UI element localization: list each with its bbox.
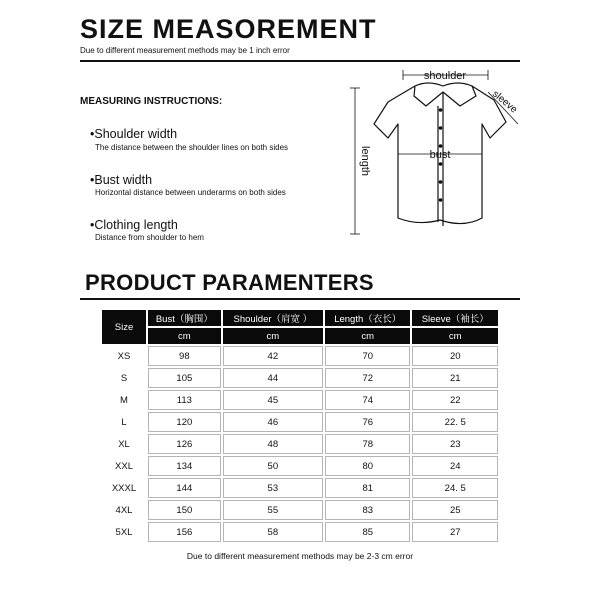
length-label: length <box>359 146 371 176</box>
shirt-diagram <box>348 66 528 246</box>
table-row <box>102 456 498 476</box>
table-row <box>102 478 498 498</box>
size-cell: XL <box>118 438 130 450</box>
table-header-row <box>102 310 498 326</box>
size-cell: XS <box>117 350 131 362</box>
table-row <box>102 390 498 410</box>
page-title: SIZE MEASOREMENT <box>80 14 377 44</box>
size-cell: 4XL <box>115 504 133 516</box>
table-cell: 78 <box>325 434 411 454</box>
size-cell: 5XL <box>115 526 133 538</box>
table-row <box>102 346 498 366</box>
divider <box>80 298 520 300</box>
table-cell: 24. 5 <box>412 478 498 498</box>
table-cell: 113 <box>148 390 221 410</box>
size-table <box>100 308 500 544</box>
size-cell: M <box>120 394 128 406</box>
table-cell: 76 <box>325 412 411 432</box>
table-cell: 44 <box>223 368 323 388</box>
table-cell: 53 <box>223 478 323 498</box>
table-cell: 55 <box>223 500 323 520</box>
unit-cell: cm <box>223 328 323 344</box>
size-header: Size <box>102 310 146 344</box>
size-cell: XXL <box>115 460 133 472</box>
table-cell: 80 <box>325 456 411 476</box>
table-cell: 21 <box>412 368 498 388</box>
table-cell: 23 <box>412 434 498 454</box>
unit-cell: cm <box>325 328 411 344</box>
shoulder-label: shoulder <box>423 70 467 82</box>
table-cell: 120 <box>148 412 221 432</box>
table-cell: 134 <box>148 456 221 476</box>
column-header-length: Length（衣长） <box>325 310 411 326</box>
table-row <box>102 434 498 454</box>
table-cell: 156 <box>148 522 221 542</box>
table-cell: 126 <box>148 434 221 454</box>
instruction-desc-shoulder: The distance between the shoulder lines on both sides <box>95 143 289 152</box>
table-cell: 81 <box>325 478 411 498</box>
unit-cell: cm <box>412 328 498 344</box>
product-parameters-title: PRODUCT PARAMENTERS <box>85 270 374 295</box>
instruction-title-bust: •Bust width <box>90 173 153 187</box>
column-header-sleeve: Sleeve（袖长） <box>412 310 498 326</box>
table-cell: 85 <box>325 522 411 542</box>
column-header-bust: Bust（胸围） <box>148 310 221 326</box>
table-cell: 20 <box>412 346 498 366</box>
table-cell: 150 <box>148 500 221 520</box>
table-row <box>102 500 498 520</box>
table-row <box>102 522 498 542</box>
table-cell: 46 <box>223 412 323 432</box>
instruction-desc-bust: Horizontal distance between underarms on both sides <box>95 188 286 197</box>
sleeve-label: sleeve <box>489 88 520 116</box>
table-row <box>102 368 498 388</box>
measurement-error-note: Due to different measurement methods may be 2-3 cm error <box>186 551 414 561</box>
table-row <box>102 412 498 432</box>
table-unit-row <box>102 328 498 344</box>
size-cell: S <box>120 372 128 384</box>
table-cell: 27 <box>412 522 498 542</box>
table-cell: 24 <box>412 456 498 476</box>
bust-label: bust <box>429 149 451 161</box>
table-cell: 58 <box>223 522 323 542</box>
instruction-desc-length: Distance from shoulder to hem <box>95 233 204 242</box>
table-cell: 22. 5 <box>412 412 498 432</box>
table-cell: 144 <box>148 478 221 498</box>
size-cell: XXXL <box>111 482 137 494</box>
instructions-heading: MEASURING INSTRUCTIONS: <box>80 96 223 107</box>
error-note: Due to different measurement methods may be 1 inch error <box>80 46 290 55</box>
table-cell: 22 <box>412 390 498 410</box>
table-cell: 70 <box>325 346 411 366</box>
table-cell: 50 <box>223 456 323 476</box>
table-cell: 42 <box>223 346 323 366</box>
column-header-shoulder: Shoulder（肩宽 ） <box>223 310 323 326</box>
unit-cell: cm <box>148 328 221 344</box>
table-cell: 48 <box>223 434 323 454</box>
divider <box>80 60 520 62</box>
table-cell: 74 <box>325 390 411 410</box>
table-cell: 25 <box>412 500 498 520</box>
instruction-title-shoulder: •Shoulder width <box>90 127 178 141</box>
instruction-title-length: •Clothing length <box>90 218 178 232</box>
table-cell: 98 <box>148 346 221 366</box>
table-cell: 45 <box>223 390 323 410</box>
size-cell: L <box>121 416 127 428</box>
table-cell: 83 <box>325 500 411 520</box>
table-cell: 72 <box>325 368 411 388</box>
table-cell: 105 <box>148 368 221 388</box>
